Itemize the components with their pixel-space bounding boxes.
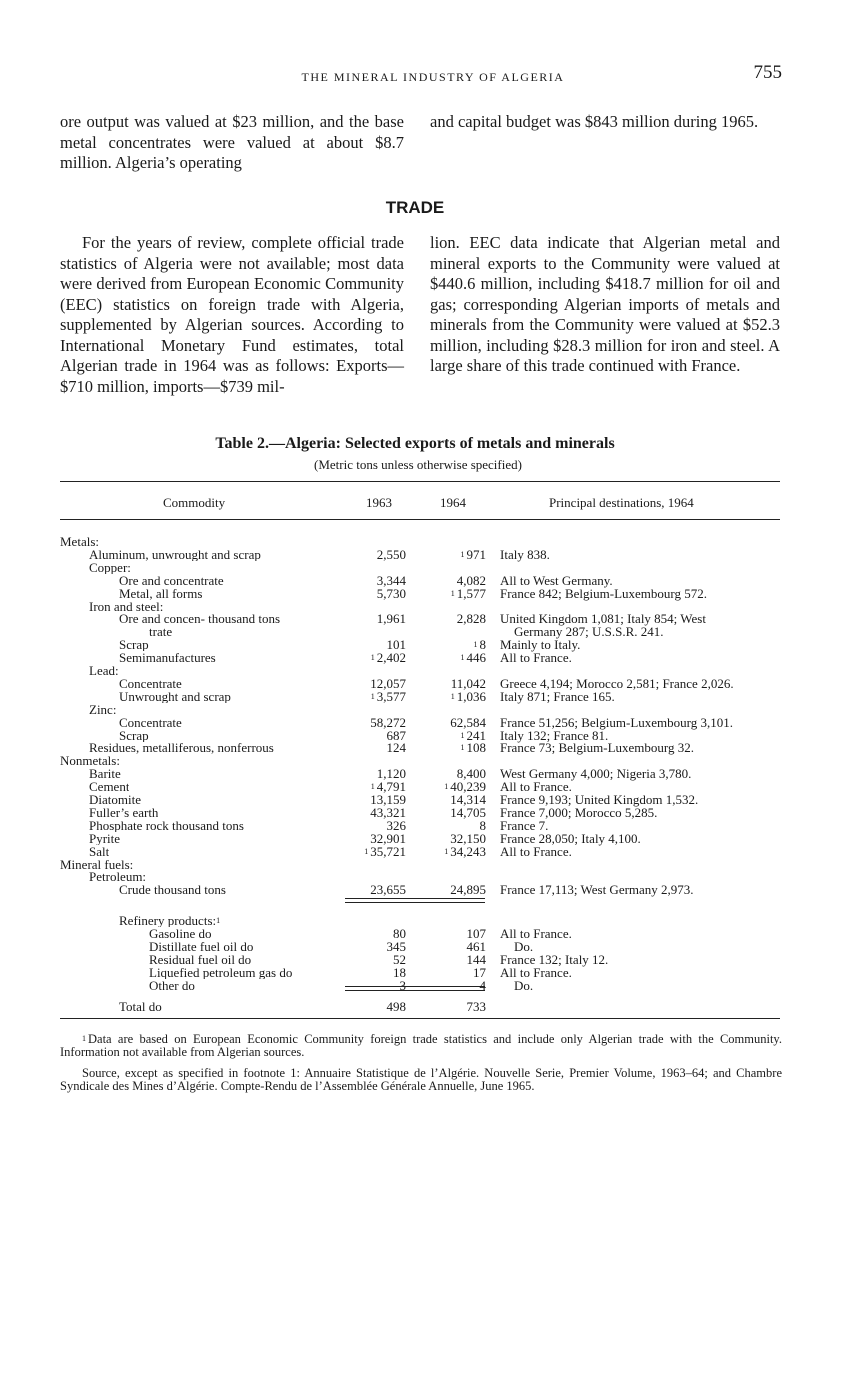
value-1964-value: 241 xyxy=(466,727,486,743)
footnote-marker: 1 xyxy=(370,653,375,663)
commodity-cell xyxy=(89,870,146,883)
value-1964-value: 8,400 xyxy=(456,766,486,782)
table-row xyxy=(60,612,780,625)
value-1963-value: 2,550 xyxy=(376,546,406,562)
value-1963-value: 1,961 xyxy=(376,611,406,627)
footnote-marker: 1 xyxy=(460,730,465,740)
value-1963-value: 58,272 xyxy=(370,714,406,730)
commodity-label: Liquefied petroleum gas do xyxy=(149,965,293,979)
commodity-cell xyxy=(89,548,261,561)
footnote-marker: 1 xyxy=(460,549,465,559)
commodity-cell xyxy=(119,716,182,729)
commodity-label: Scrap xyxy=(119,638,149,652)
commodity-label: Semimanufactures xyxy=(119,651,216,665)
header-1964: 1964 xyxy=(440,495,466,510)
value-1964-value: 32,150 xyxy=(450,830,486,846)
value-1963-value: 12,057 xyxy=(370,675,406,691)
value-1963 xyxy=(340,690,406,703)
table-row xyxy=(60,561,780,574)
value-1964 xyxy=(420,651,486,664)
destination-cell: France 51,256; Belgium-Luxembourg 3,101. xyxy=(500,714,734,730)
commodity-label: Other do xyxy=(149,978,195,992)
commodity-footnote-marker: 1 xyxy=(216,916,221,926)
commodity-label: Concentrate xyxy=(119,715,182,729)
commodity-cell xyxy=(89,703,116,716)
value-1964-value: 8 xyxy=(479,817,486,833)
destination-cell: All to France. xyxy=(500,964,572,980)
commodity-label: trate xyxy=(149,625,173,639)
footnote-marker: 1 xyxy=(450,588,455,598)
value-1964 xyxy=(420,741,486,754)
commodity-cell xyxy=(89,741,274,754)
trade-paragraph-left: For the years of review, complete official trade statistics of Algeria were not available; most data were derived from European Economic Community (EEC) statistics on foreign trade with Algeria, supplemented by Algerian sources. According to International Monetary Fund estimates, total Algerian trade in 1964 was as follows: Exports—$710 million, imports—$739 mil- xyxy=(60,233,404,396)
header-destinations: Principal destinations, 1964 xyxy=(549,495,694,510)
commodity-cell xyxy=(89,819,244,832)
table-row xyxy=(60,966,780,979)
footnote-marker: 1 xyxy=(82,1034,86,1043)
commodity-label: Refinery products: xyxy=(119,914,217,928)
commodity-cell xyxy=(149,953,251,966)
value-1963-value: 345 xyxy=(386,939,406,954)
commodity-cell xyxy=(119,729,149,742)
value-1963 xyxy=(340,883,406,896)
running-title: THE MINERAL INDUSTRY OF ALGERIA xyxy=(301,70,565,84)
commodity-cell xyxy=(119,883,226,896)
value-1964-value: 8 xyxy=(479,637,486,653)
footnote-marker: 1 xyxy=(450,691,455,701)
footnote-marker: 1 xyxy=(444,782,449,792)
table-row xyxy=(60,845,780,858)
value-1963-value: 101 xyxy=(386,637,406,653)
value-1964-value: 34,243 xyxy=(450,843,486,859)
value-1964-value: 461 xyxy=(466,939,486,954)
commodity-cell xyxy=(119,638,149,651)
destination-cell: France 132; Italy 12. xyxy=(500,951,609,967)
commodity-label: Total do xyxy=(119,999,162,1013)
commodity-label: Copper: xyxy=(89,560,131,574)
table-row xyxy=(60,914,780,927)
table-row xyxy=(60,716,780,729)
trade-text-right xyxy=(430,233,780,377)
value-1963 xyxy=(340,1000,406,1013)
commodity-label: Crude thousand tons xyxy=(119,883,226,897)
table-row xyxy=(60,574,780,587)
commodity-label: Residues, metalliferous, nonferrous xyxy=(89,741,274,755)
destination-cell: Do. xyxy=(514,939,534,954)
commodity-cell xyxy=(119,1000,162,1013)
value-1964-value: 1,577 xyxy=(456,585,486,601)
value-1963 xyxy=(340,741,406,754)
commodity-cell xyxy=(89,806,158,819)
destination-cell: France 7,000; Morocco 5,285. xyxy=(500,804,658,820)
value-1963-value: 2,402 xyxy=(376,650,406,666)
intro-paragraph-right: and capital budget was $843 million during 1965. xyxy=(430,112,759,131)
table-row xyxy=(60,819,780,832)
value-1964-value: 733 xyxy=(466,998,486,1014)
commodity-cell xyxy=(89,845,109,858)
value-1964-value: 14,705 xyxy=(450,804,486,820)
value-1963-value: 498 xyxy=(386,998,406,1014)
value-1963-value: 35,721 xyxy=(370,843,406,859)
commodity-cell xyxy=(89,832,120,845)
table-row xyxy=(60,651,780,664)
intro-text-left xyxy=(60,112,404,174)
value-1964-value: 62,584 xyxy=(450,714,486,730)
value-1963-value: 124 xyxy=(386,740,406,756)
value-1964 xyxy=(420,883,486,896)
value-1964-value: 107 xyxy=(466,926,486,942)
value-1963-value: 4,791 xyxy=(376,779,406,795)
commodity-cell xyxy=(60,858,133,871)
table-row xyxy=(60,927,780,940)
commodity-cell xyxy=(149,966,292,979)
commodity-label: Zinc: xyxy=(89,702,117,716)
value-1964-value: 2,828 xyxy=(456,611,486,627)
trade-paragraph-right: lion. EEC data indicate that Algerian metal and mineral exports to the Community were valued at $440.6 million, including $418.7 million for oil and gas; corresponding Algerian imports of metals and minerals from the Community were valued at $52.3 million, including $28.3 million for iron and steel. A large share of this trade continued with France. xyxy=(430,233,780,375)
destination-cell: France 9,193; United Kingdom 1,532. xyxy=(500,792,699,807)
footnote-marker: 1 xyxy=(460,743,465,753)
footnote-marker: 1 xyxy=(460,653,465,663)
commodity-cell xyxy=(119,677,182,690)
value-1963 xyxy=(340,587,406,600)
commodity-cell xyxy=(149,625,172,638)
commodity-cell xyxy=(149,979,195,992)
intro-text-right xyxy=(430,112,780,133)
value-1964-value: 4,082 xyxy=(456,572,486,588)
value-1963 xyxy=(340,612,406,625)
commodity-cell xyxy=(89,793,141,806)
commodity-label: Ore and concentrate xyxy=(119,573,224,587)
destination-cell: All to France. xyxy=(500,843,572,859)
value-1963-value: 326 xyxy=(386,817,406,833)
value-1964-value: 40,239 xyxy=(450,779,486,795)
value-1964-value: 971 xyxy=(466,546,486,562)
value-1963-value: 1,120 xyxy=(376,766,406,782)
destination-cell: All to France. xyxy=(500,779,572,795)
commodity-label: Gasoline do xyxy=(149,927,212,941)
destination-cell: United Kingdom 1,081; Italy 854; West xyxy=(500,611,706,627)
value-1963 xyxy=(340,966,406,979)
value-1963-value: 5,730 xyxy=(376,585,406,601)
header-1963: 1963 xyxy=(366,495,392,510)
value-1964-value: 144 xyxy=(466,951,486,967)
commodity-label: Residual fuel oil do xyxy=(149,952,252,966)
table-bottom-rule xyxy=(60,1018,780,1019)
table-header-rule xyxy=(60,519,780,520)
commodity-cell xyxy=(60,535,99,548)
commodity-cell xyxy=(149,940,253,953)
destination-cell: Mainly to Italy. xyxy=(500,637,581,653)
value-1964 xyxy=(420,1000,486,1013)
value-1964-value: 14,314 xyxy=(450,792,486,807)
commodity-cell xyxy=(89,600,163,613)
trade-heading: TRADE xyxy=(385,198,445,217)
table-subtitle: (Metric tons unless otherwise specified) xyxy=(314,457,522,472)
value-1964-value: 108 xyxy=(466,740,486,756)
value-1963-value: 43,321 xyxy=(370,804,406,820)
table-title: Table 2.—Algeria: Selected exports of metals and minerals xyxy=(215,435,615,452)
value-1964-value: 17 xyxy=(473,964,486,980)
table-row xyxy=(60,953,780,966)
commodity-label: Nonmetals: xyxy=(60,754,120,768)
value-1964 xyxy=(420,806,486,819)
header-commodity: Commodity xyxy=(163,495,226,510)
commodity-label: Unwrought and scrap xyxy=(119,689,231,703)
value-1963-value: 687 xyxy=(386,727,406,743)
table-row xyxy=(60,677,780,690)
commodity-label: Distillate fuel oil do xyxy=(149,940,254,953)
value-1963-value: 13,159 xyxy=(370,792,406,807)
value-1963-value: 32,901 xyxy=(370,830,406,846)
page-number: 755 xyxy=(753,62,782,83)
table-row xyxy=(60,883,780,896)
value-1963-value: 3,344 xyxy=(376,572,406,588)
table-row xyxy=(60,793,780,806)
commodity-label: Concentrate xyxy=(119,676,182,690)
value-1964 xyxy=(420,612,486,625)
table-row xyxy=(60,741,780,754)
value-1964 xyxy=(420,690,486,703)
table-row xyxy=(60,548,780,561)
value-1964-value: 11,042 xyxy=(450,675,486,691)
table-row xyxy=(60,535,780,548)
value-1964 xyxy=(420,966,486,979)
table-row xyxy=(60,703,780,716)
commodity-cell xyxy=(119,914,222,927)
commodity-label: Ore and concen- thousand tons xyxy=(119,612,281,626)
commodity-cell xyxy=(89,780,129,793)
commodity-cell xyxy=(89,561,131,574)
footnote-marker: 1 xyxy=(370,782,375,792)
commodity-cell xyxy=(119,612,280,625)
footnote-text: Data are based on European Economic Community foreign trade statistics and include only Algerian trade with the Community. Information not available from Algerian sources. xyxy=(60,1032,782,1059)
total-double-rule xyxy=(345,986,485,991)
commodity-label: Petroleum: xyxy=(89,870,147,884)
source-text: Source, except as specified in footnote 1: Annuaire Statistique de l’Algérie. Nouvelle Serie, Premier Volume, 1963–64; and Chambre Syndicale des Mines d’Algérie. Compte-Rendu de l’Assemblée Générale Annuelle, June 1965. xyxy=(60,1066,782,1093)
value-1964 xyxy=(420,845,486,858)
value-1963 xyxy=(340,651,406,664)
footnote-1 xyxy=(60,1033,782,1059)
value-1964-value: 4 xyxy=(479,977,486,993)
commodity-cell xyxy=(89,664,119,677)
destination-cell: West Germany 4,000; Nigeria 3,780. xyxy=(500,766,692,782)
intro-paragraph-left: ore output was valued at $23 million, and the base metal concentrates were valued at about $8.7 million. Algeria’s operating xyxy=(60,112,404,172)
destination-cell: France 7. xyxy=(500,817,549,833)
trade-text-left xyxy=(60,233,404,397)
table-row xyxy=(60,638,780,651)
footnote-marker: 1 xyxy=(364,846,369,856)
commodity-label: Salt xyxy=(89,844,110,858)
table-row xyxy=(60,832,780,845)
commodity-label: Phosphate rock thousand tons xyxy=(89,818,244,832)
commodity-label: Fuller’s earth xyxy=(89,805,159,819)
destination-cell: France 17,113; West Germany 2,973. xyxy=(500,882,694,898)
destination-cell: Italy 871; France 165. xyxy=(500,688,615,704)
commodity-label: Cement xyxy=(89,780,130,794)
footnote-marker: 1 xyxy=(473,640,478,650)
table-row xyxy=(60,1000,780,1013)
destination-cell: Italy 132; France 81. xyxy=(500,727,609,743)
destination-cell: All to West Germany. xyxy=(500,572,613,588)
table-row xyxy=(60,587,780,600)
commodity-cell xyxy=(149,927,211,940)
table-row xyxy=(60,690,780,703)
commodity-cell xyxy=(119,574,224,587)
value-1963-value: 80 xyxy=(393,926,406,942)
table-row xyxy=(60,625,780,638)
value-1963 xyxy=(340,845,406,858)
commodity-label: Scrap xyxy=(119,728,149,742)
destination-cell: France 28,050; Italy 4,100. xyxy=(500,830,641,846)
commodity-label: Mineral fuels: xyxy=(60,857,134,871)
destination-cell: All to France. xyxy=(500,926,572,942)
value-1964-value: 24,895 xyxy=(450,882,486,898)
table-row xyxy=(60,940,780,953)
value-1964 xyxy=(420,587,486,600)
value-1963-value: 18 xyxy=(393,964,406,980)
commodity-cell xyxy=(119,651,216,664)
commodity-label: Metals: xyxy=(60,535,99,548)
value-1963-value: 23,655 xyxy=(370,882,406,898)
commodity-label: Barite xyxy=(89,767,121,781)
value-1964 xyxy=(420,548,486,561)
commodity-cell xyxy=(119,587,202,600)
commodity-label: Diatomite xyxy=(89,793,141,806)
refinery-double-rule xyxy=(345,898,485,903)
value-1963-value: 52 xyxy=(393,951,406,967)
destination-cell: Do. xyxy=(514,977,534,993)
commodity-cell xyxy=(60,754,120,767)
commodity-cell xyxy=(89,767,121,780)
destination-cell: France 73; Belgium-Luxembourg 32. xyxy=(500,740,695,756)
value-1964-value: 1,036 xyxy=(456,688,486,704)
table-row xyxy=(60,767,780,780)
value-1963-value: 3,577 xyxy=(376,688,406,704)
destination-cell: Italy 838. xyxy=(500,546,550,562)
destination-cell: All to France. xyxy=(500,650,572,666)
table-row xyxy=(60,858,780,871)
commodity-label: Pyrite xyxy=(89,831,121,845)
value-1963 xyxy=(340,548,406,561)
commodity-label: Metal, all forms xyxy=(119,586,203,600)
commodity-cell xyxy=(119,690,231,703)
destination-cell: France 842; Belgium-Luxembourg 572. xyxy=(500,585,708,601)
destination-cell: Greece 4,194; Morocco 2,581; France 2,026. xyxy=(500,675,734,691)
destination-cell: Germany 287; U.S.S.R. 241. xyxy=(514,624,664,640)
footnote-marker: 1 xyxy=(370,691,375,701)
footnote-marker: 1 xyxy=(444,846,449,856)
commodity-label: Aluminum, unwrought and scrap xyxy=(89,547,261,561)
commodity-label: Iron and steel: xyxy=(89,599,164,613)
value-1964-value: 446 xyxy=(466,650,486,666)
commodity-label: Lead: xyxy=(89,664,119,677)
table-top-rule xyxy=(60,481,780,482)
table-row xyxy=(60,806,780,819)
source-note xyxy=(60,1067,782,1093)
value-1963-value: 3 xyxy=(399,977,406,993)
